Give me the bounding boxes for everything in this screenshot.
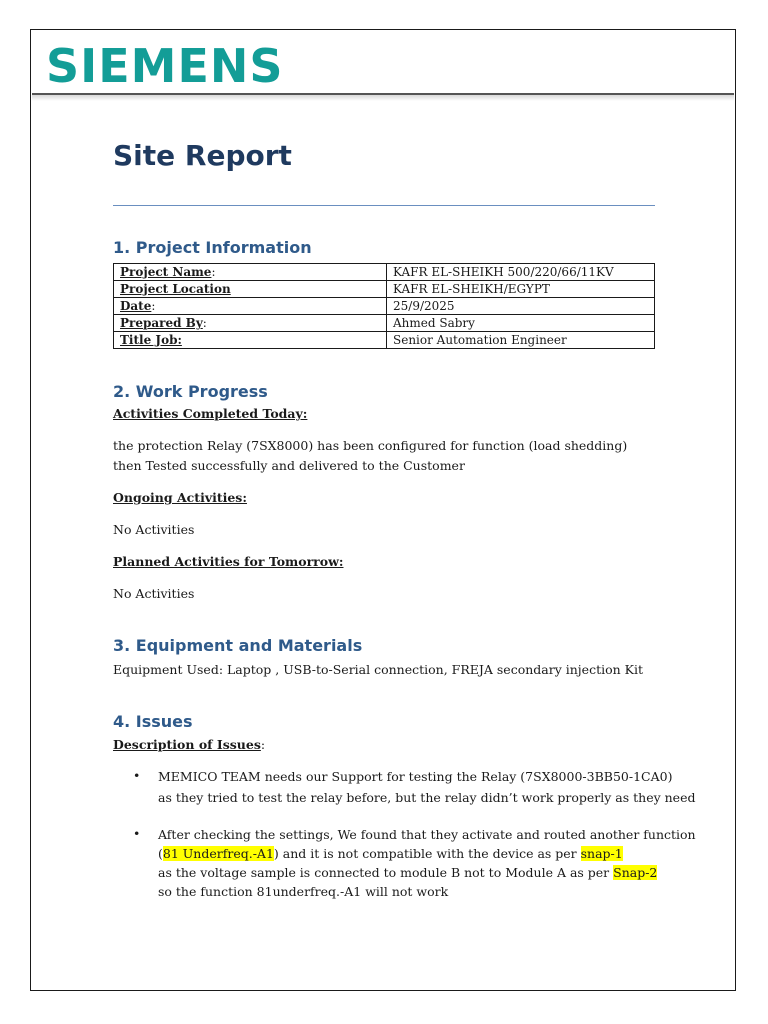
paren-open: ( [158,846,163,861]
issue-2-line-1: After checking the settings, We found that they activate and routed another function [158,827,696,842]
issue-1-line-1: MEMICO TEAM needs our Support for testing the Relay (7SX8000-3BB50-1CA0) [158,769,673,784]
date-value: 25/9/2025 [387,298,655,315]
highlight-snap-1: snap-1 [580,846,623,861]
prepared-by-label: Prepared By [120,316,203,330]
table-row [114,264,655,281]
issue-2-line-3 [158,863,657,882]
completed-text-line-2: then Tested successfully and delivered to the Customer [113,458,465,473]
issue-2-line-4: so the function 81underfreq.-A1 will not work [158,884,449,899]
prepared-by-value: Ahmed Sabry [387,315,655,332]
project-name-value: KAFR EL-SHEIKH 500/220/66/11KV [387,264,655,281]
bullet-icon: • [133,826,141,841]
table-row [114,332,655,349]
table-row [114,315,655,332]
title-job-value: Senior Automation Engineer [387,332,655,349]
description-of-issues [113,735,265,755]
ongoing-activities-text: No Activities [113,522,195,537]
table-cell-label [114,264,387,281]
project-location-label: Project Location [120,282,231,296]
issue-1-line-2: as they tried to test the relay before, but the relay didn’t work properly as they need [158,790,696,805]
date-label: Date [120,299,152,313]
issue-2-line-2 [158,844,623,863]
section-heading-issues: 4. Issues [113,712,193,731]
highlight-81-underfreq: 81 Underfreq.-A1 [162,846,274,861]
label-suffix: : [211,265,216,279]
label-suffix: : [202,316,207,330]
issue-2-mid-text: ) and it is not compatible with the device as per [273,846,581,861]
activities-completed-label: Activities Completed Today: [113,406,308,421]
table-cell-label [114,332,387,349]
issue-2-line-3-text: as the voltage sample is connected to module B not to Module A as per [158,865,614,880]
planned-activities-text: No Activities [113,586,195,601]
equipment-text: Equipment Used: Laptop , USB-to-Serial connection, FREJA secondary injection Kit [113,662,643,677]
bullet-icon: • [133,768,141,783]
table-cell-label [114,281,387,298]
title-job-label: Title Job: [120,333,182,347]
description-of-issues-label: Description of Issues [113,737,261,752]
table-row [114,298,655,315]
label-suffix: : [260,737,266,752]
planned-activities-label: Planned Activities for Tomorrow: [113,554,344,569]
highlight-snap-2: Snap-2 [613,865,658,880]
section-heading-work-progress: 2. Work Progress [113,382,268,401]
ongoing-activities-label: Ongoing Activities: [113,490,247,505]
project-name-label: Project Name [120,265,212,279]
title-divider [113,205,655,206]
label-suffix: : [151,299,156,313]
project-info-table [113,263,655,349]
completed-text-line-1: the protection Relay (7SX8000) has been configured for function (load shedding) [113,438,628,453]
siemens-logo: SIEMENS [46,39,284,93]
table-cell-label [114,315,387,332]
section-heading-project-info: 1. Project Information [113,238,312,257]
table-row [114,281,655,298]
table-cell-label [114,298,387,315]
project-location-value: KAFR EL-SHEIKH/EGYPT [387,281,655,298]
section-heading-equipment: 3. Equipment and Materials [113,636,363,655]
page-title: Site Report [113,139,292,172]
